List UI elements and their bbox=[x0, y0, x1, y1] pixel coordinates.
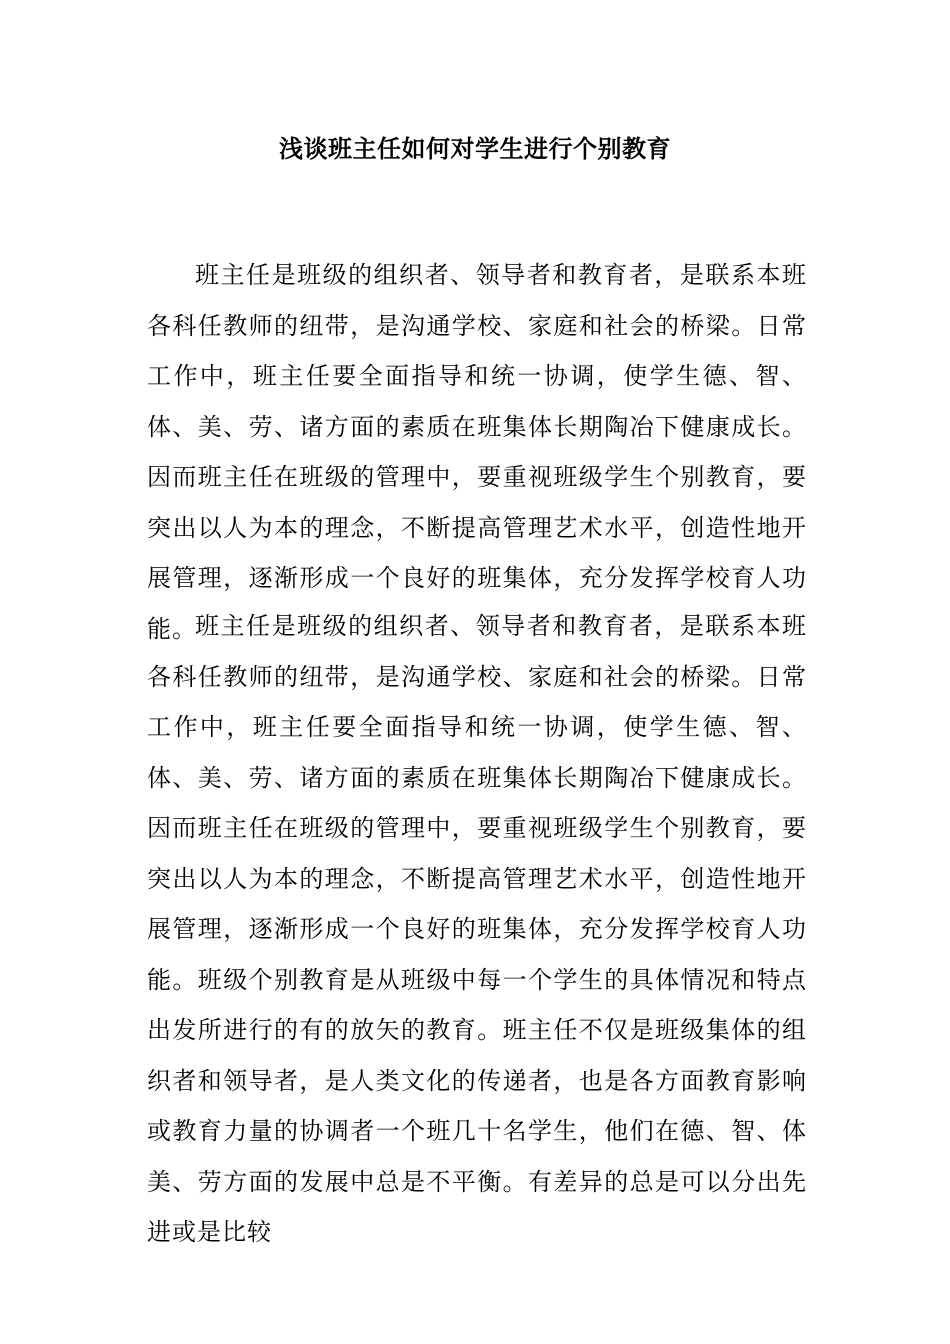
document-title: 浅谈班主任如何对学生进行个别教育 bbox=[279, 135, 671, 163]
body-paragraph-2: 班主任是班级的组织者、领导者和教育者，是联系本班各科任教师的纽带，是沟通学校、家庭和社会的桥梁。日常工作中，班主任要全面指导和统一协调，使学生德、智、体、美、劳、诸方面的素质在班集体长期陶冶下健康成长。因而班主任在班级的管理中，要重视班级学生个别教育，要突出以人为本的理念，不断提高管理艺术水平，创造性地开展管理，逐渐形成一个良好的班集体，充分发挥学校育人功能。班级个别教育是从班级中每一个学生的具体情况和特点出发所进行的有的放矢的教育。班主任不仅是班级集体的组织者和领导者，是人类文化的传递者，也是各方面教育影响或教育力量的协调者一个班几十名学生，他们在德、智、体美、劳方面的发展中总是不平衡。有差异的总是可以分出先进或是比较 bbox=[147, 612, 807, 1246]
body-paragraph-1: 班主任是班级的组织者、领导者和教育者，是联系本班各科任教师的纽带，是沟通学校、家庭和社会的桥梁。日常工作中，班主任要全面指导和统一协调，使学生德、智、体、美、劳、诸方面的素质在班集体长期陶冶下健康成长。因而班主任在班级的管理中，要重视班级学生个别教育，要突出以人为本的理念，不断提高管理艺术水平，创造性地开展管理，逐渐形成一个良好的班集体，充分发挥学校育人功能。 bbox=[147, 261, 807, 643]
